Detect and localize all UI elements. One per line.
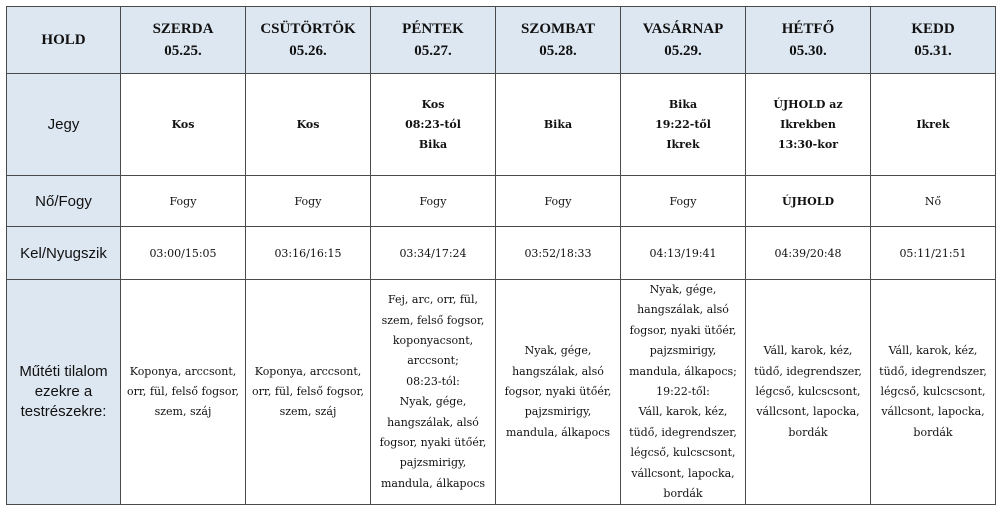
kel-row (7, 227, 996, 280)
cell-line: Nyak, gége, (649, 283, 717, 296)
day-name: SZOMBAT (521, 21, 595, 37)
day-header-hetfo (746, 7, 871, 74)
day-name: KEDD (911, 21, 955, 37)
day-header-pentek (371, 7, 496, 74)
cell-line: légcső, kulcscsont, (755, 385, 861, 399)
day-header-kedd (871, 7, 996, 74)
cell-line: fogsor, nyaki ütőér, (504, 385, 612, 399)
cell-line: szem, felső fogsor, (381, 313, 485, 327)
rise-set-cell: 03:00/15:05 (121, 227, 246, 280)
cell-line: bordák (663, 487, 703, 501)
cell-line: 13:30-kor (778, 137, 838, 151)
jegy-row (7, 74, 996, 176)
phase-cell: Fogy (496, 176, 621, 227)
phase-cell: Fogy (371, 176, 496, 227)
cell-line: Ikrek (916, 117, 950, 131)
body-parts-cell (746, 280, 871, 505)
rise-set-cell: 03:52/18:33 (496, 227, 621, 280)
cell-line: koponyacsont, (392, 334, 474, 348)
kel-label: Kel/Nyugszik (7, 227, 121, 280)
cell-line: szem, száj (279, 405, 337, 419)
day-date: 05.26. (289, 43, 327, 59)
cell-line: Nyak, gége, (524, 344, 592, 358)
day-name: SZERDA (152, 21, 214, 37)
cell-line: bordák (913, 425, 953, 439)
cell-line: Váll, karok, kéz, (888, 344, 978, 358)
cell-line: fogsor, nyaki ütőér, (379, 436, 487, 450)
cell-line: hangszálak, alsó (387, 415, 479, 429)
day-header-vasarnap (621, 7, 746, 74)
mutet-row (7, 280, 996, 505)
cell-line: mandula, álkapocs (505, 425, 611, 439)
rise-set-cell: 03:34/17:24 (371, 227, 496, 280)
cell-line: tüdő, idegrendszer, (754, 364, 862, 378)
cell-line: Bika (668, 97, 698, 111)
cell-line: mandula, álkapocs (380, 476, 486, 490)
jegy-cell (746, 74, 871, 176)
moon-calendar-table (6, 6, 996, 505)
cell-line: Nyak, gége, (399, 395, 467, 409)
day-name: CSÜTÖRTÖK (260, 21, 356, 37)
body-parts-cell (371, 280, 496, 505)
rise-set-cell: 05:11/21:51 (871, 227, 996, 280)
nofogy-label: Nő/Fogy (7, 176, 121, 227)
cell-line: pajzsmirigy, (524, 405, 592, 419)
body-parts-cell (121, 280, 246, 505)
phase-cell: Fogy (246, 176, 371, 227)
jegy-cell (871, 74, 996, 176)
cell-line: légcső, kulcscsont, (880, 385, 986, 399)
header-row (7, 7, 996, 74)
cell-line: légcső, kulcscsont, (630, 446, 736, 460)
cell-line: vállcsont, lapocka, (756, 405, 860, 419)
cell-line: Kos (296, 117, 320, 131)
cell-line: Koponya, arccsont, (129, 364, 237, 378)
cell-line: Bika (418, 137, 448, 151)
cell-line: fogsor, nyaki ütőér, (629, 323, 737, 337)
day-date: 05.31. (914, 43, 952, 59)
day-name: HÉTFŐ (781, 21, 835, 37)
phase-cell: Nő (871, 176, 996, 227)
rise-set-cell: 04:13/19:41 (621, 227, 746, 280)
cell-line: vállcsont, lapocka, (881, 405, 985, 419)
cell-line: Kos (421, 97, 445, 111)
jegy-cell (121, 74, 246, 176)
cell-line: Ikrekben (780, 117, 836, 131)
label-line: ezekre a (34, 383, 93, 401)
day-name: PÉNTEK (402, 21, 464, 37)
day-date: 05.30. (789, 43, 827, 59)
cell-line: Kos (171, 117, 195, 131)
cell-line: arccsont; (407, 354, 459, 368)
phase-cell: Fogy (121, 176, 246, 227)
day-header-csutortok (246, 7, 371, 74)
cell-line: orr, fül, felső fogsor, (126, 385, 239, 399)
cell-line: vállcsont, lapocka, (631, 466, 735, 480)
day-date: 05.25. (164, 43, 202, 59)
cell-line: hangszálak, alsó (637, 303, 729, 317)
label-line: testrészekre: (20, 403, 107, 421)
cell-line: pajzsmirigy, (399, 456, 467, 470)
label-line: Műtéti tilalom (19, 363, 108, 381)
day-date: 05.29. (664, 43, 702, 59)
day-header-szerda (121, 7, 246, 74)
cell-line: Ikrek (666, 137, 700, 151)
cell-line: bordák (788, 425, 828, 439)
mutet-label (7, 280, 121, 505)
hold-header-cell: HOLD (7, 7, 121, 74)
jegy-cell (496, 74, 621, 176)
nofogy-row (7, 176, 996, 227)
cell-line: ÚJHOLD az (773, 97, 843, 111)
cell-line: Koponya, arccsont, (254, 364, 362, 378)
cell-line: tüdő, idegrendszer, (629, 425, 737, 439)
cell-line: tüdő, idegrendszer, (879, 364, 987, 378)
cell-line: 19:22-től: (656, 385, 710, 399)
jegy-cell (371, 74, 496, 176)
body-parts-cell (621, 280, 746, 505)
jegy-label: Jegy (7, 74, 121, 176)
rise-set-cell: 04:39/20:48 (746, 227, 871, 280)
cell-line: 08:23-tól (405, 117, 461, 131)
body-parts-cell (246, 280, 371, 505)
cell-line: mandula, álkapocs; (629, 364, 737, 378)
cell-line: 08:23-tól: (406, 374, 460, 388)
jegy-cell (621, 74, 746, 176)
cell-line: Bika (543, 117, 573, 131)
jegy-cell (246, 74, 371, 176)
cell-line: Váll, karok, kéz, (638, 405, 728, 419)
body-parts-cell (871, 280, 996, 505)
cell-line: 19:22-től (655, 117, 711, 131)
body-parts-cell (496, 280, 621, 505)
phase-cell-new-moon: ÚJHOLD (746, 176, 871, 227)
phase-cell: Fogy (621, 176, 746, 227)
cell-line: Fej, arc, orr, fül, (387, 293, 478, 307)
cell-line: hangszálak, alsó (512, 364, 604, 378)
day-header-szombat (496, 7, 621, 74)
day-date: 05.27. (414, 43, 452, 59)
day-name: VASÁRNAP (642, 21, 724, 37)
cell-line: szem, száj (154, 405, 212, 419)
cell-line: Váll, karok, kéz, (763, 344, 853, 358)
rise-set-cell: 03:16/16:15 (246, 227, 371, 280)
cell-line: pajzsmirigy, (649, 344, 717, 358)
cell-line: orr, fül, felső fogsor, (251, 385, 364, 399)
day-date: 05.28. (539, 43, 577, 59)
